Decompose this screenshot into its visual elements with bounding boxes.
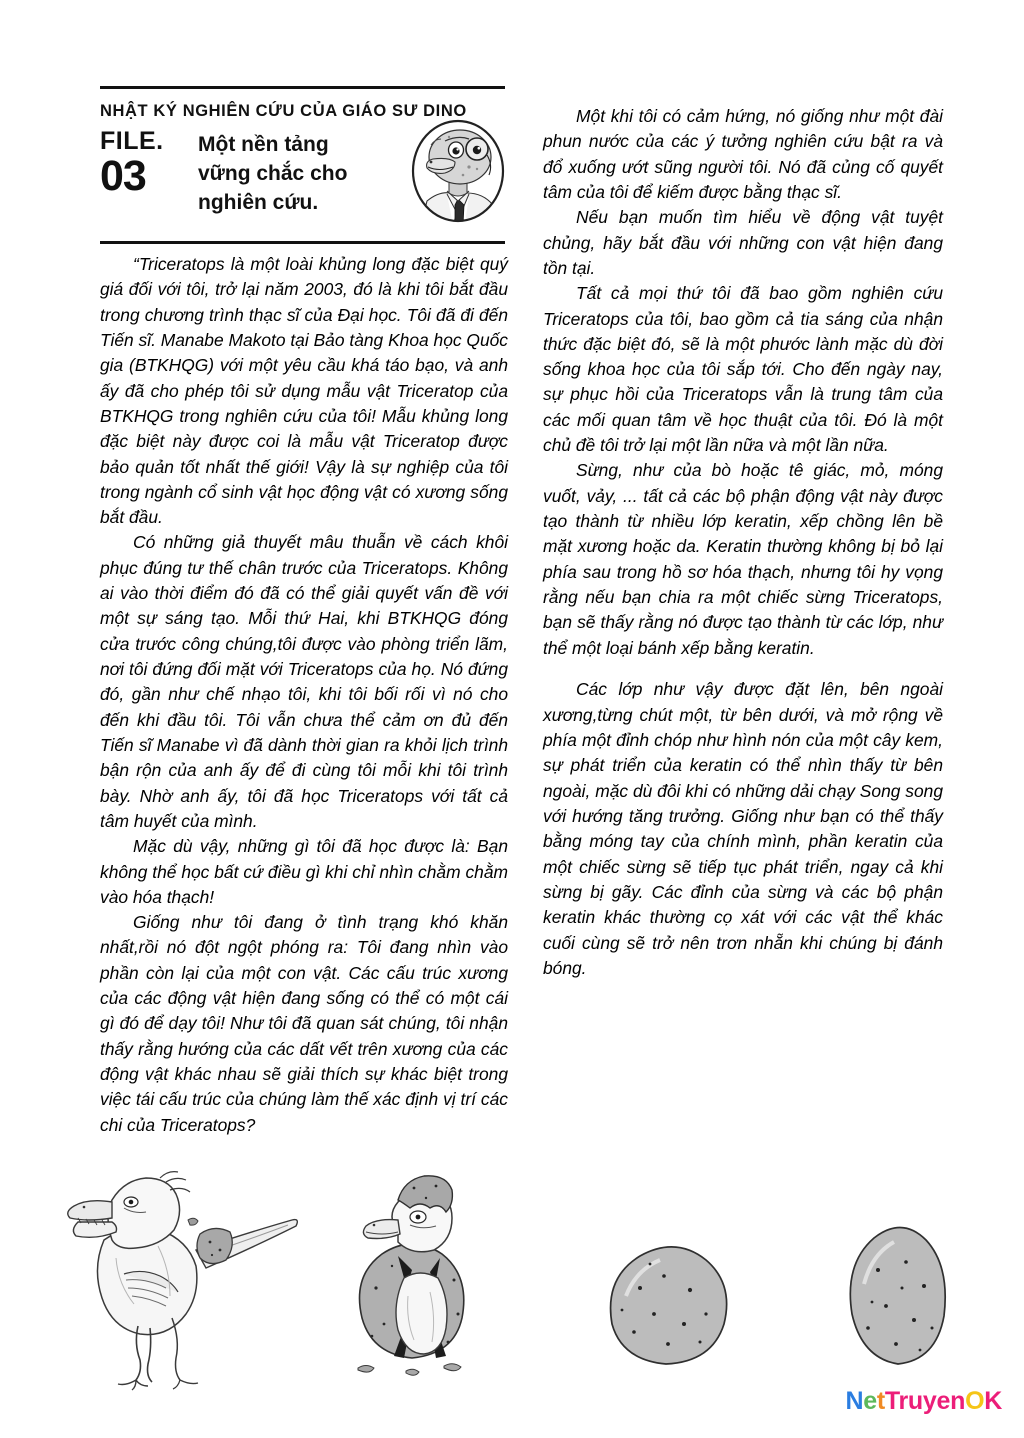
paragraph: Các lớp như vậy được đặt lên, bên ngoài xương,từng chút một, từ bên dưới, và mở rộng về phía một đỉnh chóp như hình nón của một cây kem, sự phát triển của keratin có thể nhìn thấy từ bên ngoài, mặc dù đôi khi có những dải chạy Song song với hướng tăng trưởng. Giống như bạn có thể thấy bằng móng tay của chính mình, phần keratin của một chiếc sừng sẽ tiếp tục phát triển, ngay cả khi sừng bị gãy. Các đỉnh của sừng và các bộ phận keratin khác thường cọ xát với các vật thể khác cuối cùng sẽ trở nên trơn nhẵn khi chúng bị đánh bóng.: [543, 679, 943, 978]
body-column-right: [543, 104, 943, 981]
header-bottom-rule: [100, 241, 505, 244]
file-number: 03: [100, 152, 146, 200]
hatchling-dinosaur-standing-icon: [68, 1172, 298, 1390]
watermark-letter-8: n: [950, 1387, 966, 1415]
file-label: FILE.: [100, 127, 164, 155]
watermark-letter-10: K: [984, 1387, 1002, 1415]
watermark-letter-4: r: [898, 1387, 908, 1415]
file-headline-row: [100, 129, 505, 229]
site-watermark[interactable]: [845, 1387, 1002, 1416]
bottom-illustration-strip: [0, 1128, 1024, 1398]
watermark-letter-3: T: [884, 1387, 899, 1415]
watermark-text: [845, 1387, 1002, 1415]
hatchling-dinosaur-in-egg-icon: [358, 1176, 464, 1375]
paragraph: Giống như tôi đang ở tình trạng khó khăn nhất,rồi nó đột ngột phóng ra: Tôi đang nhìn vào phần còn lại của một con vật. Các cấu trúc xương của các động vật hiện đang sống có thể có một cái gì đó để dạy tôi! Như tôi đã quan sát chúng, tôi nhận thấy rằng hướng của các dất vết trên xương của các động vật khác nhau sẽ giải thích sự khác biệt trong việc tái cấu trúc của chúng làm thế xác định vị trí các chi của Triceratops?: [100, 912, 508, 1135]
watermark-letter-7: e: [936, 1387, 951, 1415]
headline-line-1: Một nền tảng: [198, 133, 329, 156]
paragraph: Sừng, như của bò hoặc tê giác, mỏ, móng vuốt, vảy, ... tất cả các bộ phận động vật này được tạo thành từ nhiều lớp keratin, xếp chồng lên bề mặt xương hoặc da. Keratin thường không bị bỏ lại phía sau trong hồ sơ hóa thạch, nhưng tôi hy vọng rằng nếu bạn chia ra một chiếc sừng Triceratops, bạn sẽ thấy rằng nó được tạo thành từ các lớp, như thể một loại bánh xếp bằng keratin.: [543, 460, 943, 658]
paragraph: Nếu bạn muốn tìm hiểu về động vật tuyệt chủng, hãy bắt đầu với những con vật hiện đang tồn tại.: [543, 207, 943, 278]
article-header: [100, 86, 505, 244]
file-number-block: [100, 127, 190, 200]
watermark-letter-6: y: [922, 1387, 937, 1415]
watermark-letter-2: t: [876, 1387, 885, 1415]
article-headline: [198, 129, 347, 218]
headline-line-2: vững chắc cho: [198, 161, 348, 185]
professor-dino-portrait-icon: [403, 117, 513, 225]
speckled-egg-right-icon: [850, 1227, 945, 1364]
paragraph: Có những giả thuyết mâu thuẫn về cách khôi phục đúng tư thế chân trước của Triceratops. Không ai vào thời điểm đó đã có thể giải quyết vấn đề với một sự sáng tạo. Mỗi thứ Hai, khi BTKHQG đóng cửa trước công chúng,tôi được vào phòng triển lãm, nơi tôi đứng đối mặt với Triceratops của họ. Nó đứng đó, gần như chế nhạo tôi, khi tôi bối rối vì nó cho đến khi đầu tôi. Tôi vẫn chưa thể cảm ơn đủ đến Tiến sĩ Manabe vì đã dành thời gian ra khỏi lịch trình bận rộn của anh ấy để đi cùng tôi mỗi khi tôi trình bày. Nhờ anh ấy, tôi đã học Triceratops với tất cả tâm huyết của mình.: [100, 532, 508, 831]
body-column-left: [100, 252, 508, 1138]
watermark-letter-0: N: [845, 1387, 864, 1415]
paragraph: Một khi tôi có cảm hứng, nó giống như một đài phun nước của các ý tưởng nghiên cứu bật ra và đổ xuống ướt sũng người tôi. Nó đã củng cố quyết tâm của tôi để kiếm được bằng thạc sĩ.: [543, 106, 943, 202]
speckled-egg-left-icon: [611, 1247, 727, 1364]
header-top-rule: [100, 86, 505, 89]
headline-line-3: nghiên cứu.: [198, 190, 319, 214]
paragraph: Mặc dù vậy, những gì tôi đã học được là: Bạn không thể học bất cứ điều gì khi chỉ nhìn chằm chằm vào hóa thạch!: [100, 836, 508, 907]
paragraph: “Triceratops là một loài khủng long đặc biệt quý giá đối với tôi, trở lại năm 2003, đó là khi tôi bắt đầu trong chương trình thạc sĩ của Đại học. Tôi đã đi đến Tiến sĩ. Manabe Makoto tại Bảo tàng Khoa học Quốc gia (BTKHQG) với một yêu cầu khá táo bạo, và anh ấy đã cho phép tôi sử dụng mẫu vật Triceratop của BTKHQG trong nghiên cứu của tôi! Mẫu khủng long đặc biệt này được coi là mẫu vật Triceratop được bảo quản tốt nhất thế giới! Vậy là sự nghiệp của tôi trong ngành cổ sinh vật học động vật có xương sống bắt đầu.: [100, 254, 508, 528]
watermark-letter-9: O: [965, 1387, 985, 1415]
paragraph: Tất cả mọi thứ tôi đã bao gồm nghiên cứu Triceratops của tôi, bao gồm cả tia sáng của nhận thức đặc biệt đó, sẽ là một phước lành mặc dù đời sống khoa học của tôi sắp tới. Cho đến ngày nay, sự phục hồi của Triceratops vẫn là trung tâm của các mối quan tâm về học thuật của tôi. Đó là một chủ đề tôi trở lại một lần nữa và một lần nữa.: [543, 283, 943, 456]
watermark-letter-5: u: [907, 1387, 923, 1415]
column-kicker: NHẬT KÝ NGHIÊN CỨU CỦA GIÁO SƯ DINO: [100, 102, 467, 120]
watermark-letter-1: e: [863, 1387, 877, 1415]
